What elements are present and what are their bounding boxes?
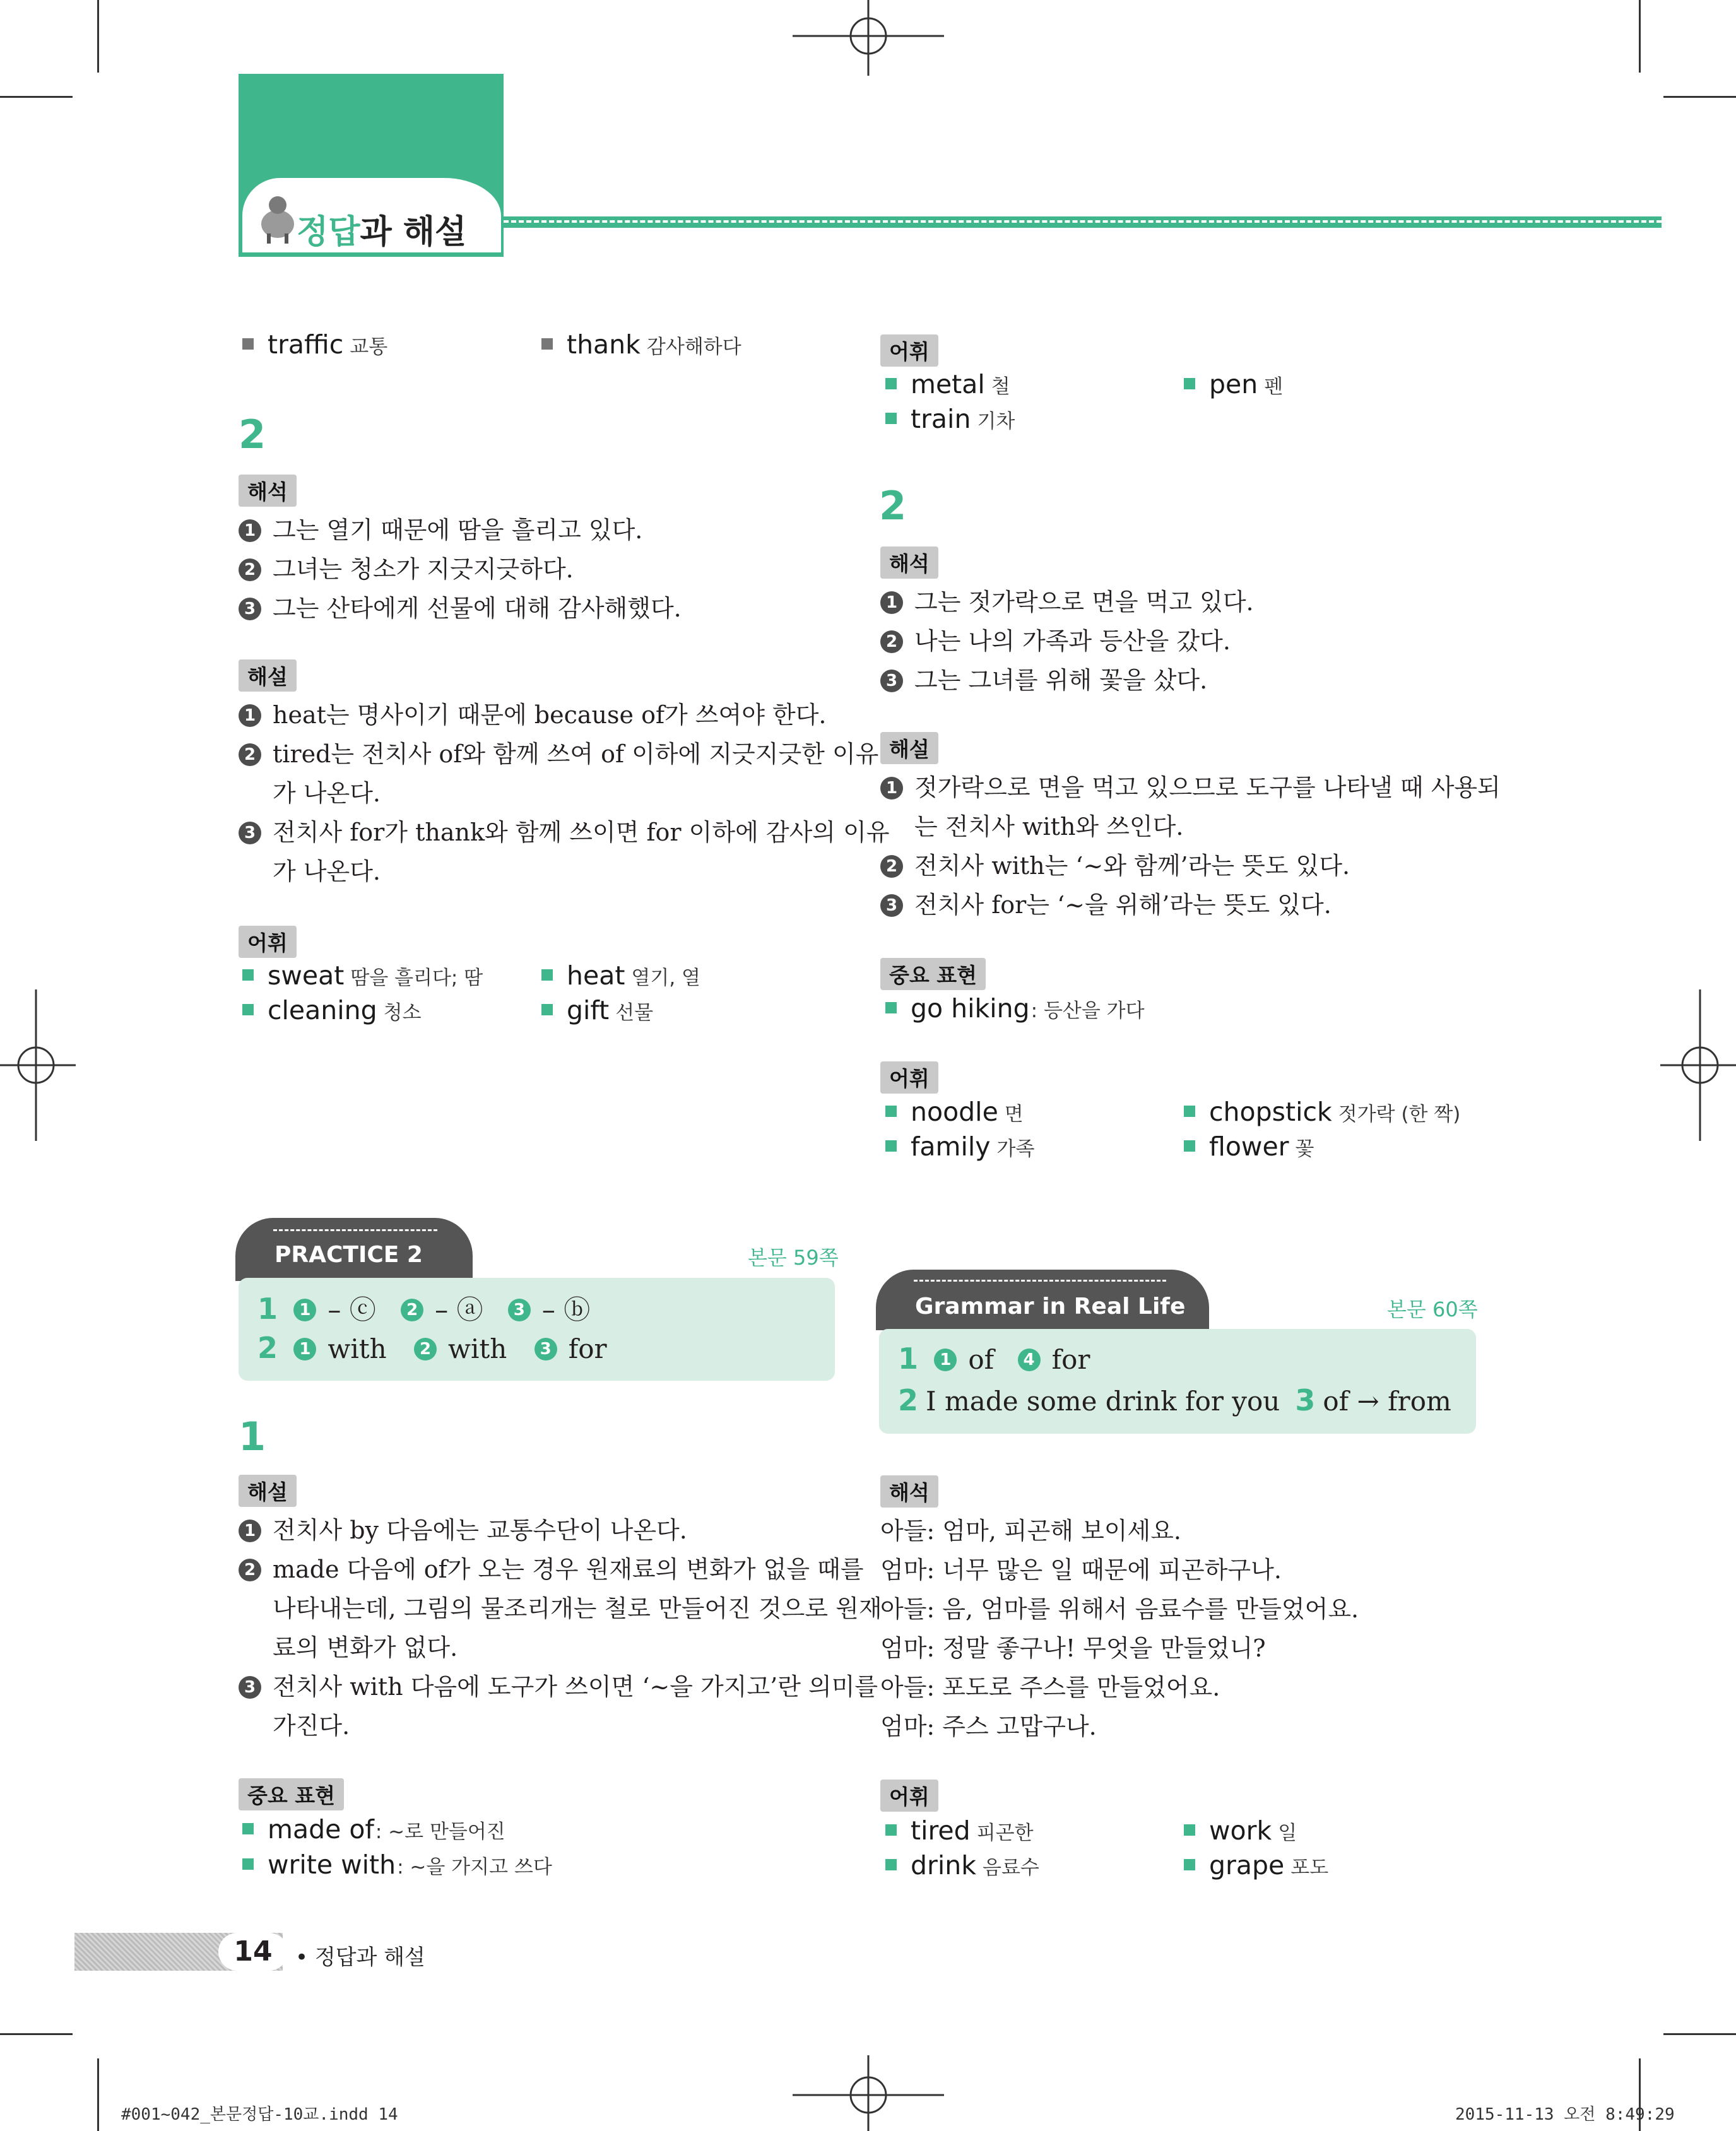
- translation-label: 해석: [880, 546, 938, 579]
- line-text: 전치사 with는 ‘~와 함께’라는 뜻도 있다.: [914, 852, 1350, 880]
- answer-value: ⓑ: [564, 1294, 591, 1325]
- number-badge: 2: [239, 743, 261, 766]
- vocab-item: [885, 1815, 1034, 1846]
- vocab-block: [880, 1061, 938, 1094]
- vocab-label: 어휘: [880, 1780, 938, 1812]
- explanation-label: 해설: [239, 1475, 297, 1507]
- header-dash: [504, 220, 1662, 223]
- expression-block: [880, 958, 986, 990]
- vocab-kr: 피곤한: [976, 1822, 1034, 1845]
- practice-tab-label: PRACTICE 2: [275, 1242, 423, 1268]
- explanation-line: [880, 885, 1501, 924]
- vocab-en: family: [911, 1131, 991, 1162]
- explanation-line: [239, 1511, 882, 1550]
- vocab-item: [1184, 1097, 1460, 1127]
- explanation-line: [880, 846, 1501, 885]
- page-reference: 본문 60쪽: [1387, 1297, 1478, 1321]
- number-badge: 3: [239, 822, 261, 844]
- bullet-icon: [885, 378, 897, 389]
- bullet-icon: [885, 1824, 897, 1836]
- crop-mark: [1663, 2033, 1736, 2035]
- section-number: 1: [239, 1414, 266, 1460]
- dash: –: [435, 1294, 449, 1325]
- practice-tab: [235, 1218, 473, 1281]
- explanation-block: [239, 659, 890, 891]
- translation-block: [239, 475, 682, 628]
- vocab-kr: 기차: [977, 410, 1015, 433]
- vocab-item: [541, 960, 700, 991]
- dialogue-line: 엄마: 너무 많은 일 때문에 피곤하구나.: [880, 1556, 1282, 1584]
- explanation-line: 는 전치사 with와 쓰인다.: [914, 813, 1184, 841]
- bullet-icon: [242, 338, 254, 350]
- translation-line: [880, 622, 1254, 661]
- explanation-line: [239, 735, 890, 774]
- explanation-line: [239, 1667, 882, 1706]
- number-badge: 2: [414, 1338, 437, 1361]
- expression-item: [242, 1814, 505, 1845]
- number-badge: 3: [880, 894, 903, 917]
- line-text: 전치사 by 다음에는 교통수단이 나온다.: [273, 1516, 687, 1544]
- explanation-label: 해설: [880, 732, 938, 764]
- crop-mark: [97, 2058, 99, 2131]
- expression-kr: : ~을 가지고 쓰다: [397, 1856, 552, 1879]
- mascot-icon: [256, 189, 300, 246]
- page-title: [297, 205, 466, 252]
- line-text: 전치사 for는 ‘~을 위해’라는 뜻도 있다.: [914, 891, 1332, 919]
- vocab-en: cleaning: [268, 995, 377, 1025]
- line-text: 그는 열기 때문에 땀을 흘리고 있다.: [273, 516, 643, 544]
- vocab-en: pen: [1209, 369, 1258, 399]
- vocab-item: [885, 369, 1010, 399]
- line-text: heat는 명사이기 때문에 because of가 쓰여야 한다.: [273, 701, 827, 729]
- answer-row: [898, 1342, 1090, 1376]
- expression-label: 중요 표현: [239, 1778, 344, 1810]
- line-text: 전치사 for가 thank와 함께 쓰이면 for 이하에 감사의 이유: [273, 818, 890, 846]
- registration-mark: [1660, 989, 1736, 1141]
- answer-value: I made some drink for you: [926, 1386, 1280, 1417]
- bullet-icon: [885, 1859, 897, 1870]
- expression-en: go hiking: [911, 993, 1030, 1024]
- slug-file: #001~042_본문정답-10교.indd 14: [121, 2105, 398, 2124]
- dialogue-line: 엄마: 정말 좋구나! 무엇을 만들었니?: [880, 1634, 1266, 1662]
- answer-value: with: [448, 1333, 507, 1364]
- vocab-block: [239, 926, 297, 958]
- number-badge: 1: [293, 1299, 316, 1321]
- vocab-kr: 젓가락 (한 짝): [1338, 1103, 1461, 1126]
- answer-box: [879, 1329, 1476, 1434]
- answer-number: 1: [898, 1342, 919, 1376]
- registration-mark: [793, 2055, 944, 2131]
- expression-kr: : 등산을 가다: [1030, 1000, 1145, 1022]
- vocab-item: [1184, 1815, 1297, 1846]
- number-badge: 1: [293, 1338, 316, 1361]
- slug-timestamp: 2015-11-13 오전 8:49:29: [1455, 2105, 1675, 2124]
- number-badge: 1: [880, 777, 903, 800]
- vocab-kr: 청소: [383, 1001, 422, 1024]
- vocab-kr: 열기, 열: [631, 967, 700, 989]
- dialogue-line: 아들: 포도로 주스를 만들었어요.: [880, 1674, 1220, 1701]
- crop-mark: [0, 96, 73, 98]
- vocab-item: [541, 995, 653, 1025]
- answer-box: [239, 1278, 835, 1381]
- translation-line: [880, 661, 1254, 700]
- line-text: 그는 젓가락으로 면을 먹고 있다.: [914, 588, 1254, 616]
- crop-mark: [1663, 96, 1736, 98]
- vocab-en: work: [1209, 1815, 1272, 1846]
- bullet-icon: [885, 1002, 897, 1013]
- vocab-item: [541, 329, 741, 360]
- footer-section: • 정답과 해설: [295, 1945, 425, 1970]
- answer-number: 2: [257, 1331, 278, 1365]
- vocab-item: [1184, 1850, 1328, 1880]
- vocab-en: sweat: [268, 960, 345, 991]
- line-text: 그는 산타에게 선물에 대해 감사해했다.: [273, 594, 682, 622]
- section-number: 2: [879, 483, 907, 529]
- bullet-icon: [242, 1004, 254, 1015]
- vocab-kr: 꽃: [1295, 1138, 1314, 1160]
- translation-label: 해석: [239, 475, 297, 507]
- number-badge: 3: [534, 1338, 557, 1361]
- title-suffix: 과 해설: [360, 213, 467, 251]
- number-badge: 1: [880, 591, 903, 614]
- explanation-line: 료의 변화가 없다.: [273, 1634, 458, 1662]
- vocab-item: [242, 329, 387, 360]
- answer-value: of: [968, 1344, 995, 1375]
- vocab-en: grape: [1209, 1850, 1285, 1880]
- explanation-line: 가 나온다.: [273, 858, 381, 885]
- dialogue-line: 엄마: 주스 고맙구나.: [880, 1713, 1097, 1740]
- line-text: made 다음에 of가 오는 경우 원재료의 변화가 없을 때를: [273, 1555, 864, 1583]
- bullet-icon: [242, 1858, 254, 1870]
- vocab-block: [880, 334, 938, 367]
- answer-value: for: [1051, 1344, 1090, 1375]
- number-badge: 4: [1018, 1349, 1041, 1371]
- vocab-kr: 철: [991, 375, 1010, 398]
- vocab-item: [885, 1131, 1034, 1162]
- answer-value: for: [568, 1333, 607, 1364]
- vocab-label: 어휘: [880, 1061, 938, 1094]
- number-badge: 3: [880, 670, 903, 692]
- vocab-en: gift: [567, 995, 610, 1025]
- bullet-icon: [885, 413, 897, 424]
- expression-item: [885, 993, 1145, 1024]
- section-number: 2: [239, 411, 266, 457]
- explanation-block: [239, 1475, 882, 1745]
- vocab-kr: 포도: [1290, 1857, 1329, 1879]
- vocab-kr: 일: [1278, 1822, 1297, 1845]
- vocab-item: [885, 404, 1015, 434]
- number-badge: 3: [239, 598, 261, 620]
- vocab-block: [880, 1780, 938, 1812]
- explanation-line: [239, 695, 890, 735]
- translation-line: [239, 589, 682, 628]
- answer-value: with: [328, 1333, 387, 1364]
- number-badge: 1: [239, 1520, 261, 1542]
- vocab-kr: 가족: [996, 1138, 1035, 1160]
- answer-row: [257, 1331, 607, 1365]
- vocab-kr: 땀을 흘리다; 땀: [350, 967, 483, 989]
- vocab-item: [885, 1097, 1024, 1127]
- translation-label: 해석: [880, 1475, 938, 1508]
- vocab-en: noodle: [911, 1097, 998, 1127]
- explanation-label: 해설: [239, 659, 297, 692]
- vocab-en: metal: [911, 369, 985, 399]
- vocab-item: [1184, 369, 1283, 399]
- page-number: 14: [218, 1933, 288, 1971]
- vocab-item: [885, 1850, 1039, 1880]
- answer-value: of → from: [1323, 1386, 1451, 1417]
- number-badge: 3: [239, 1676, 261, 1699]
- answer-number: 2: [898, 1383, 919, 1417]
- bullet-icon: [885, 1106, 897, 1117]
- page-reference: 본문 59쪽: [748, 1246, 839, 1270]
- vocab-label: 어휘: [880, 334, 938, 367]
- bullet-icon: [1184, 1106, 1195, 1117]
- vocab-kr: 음료수: [983, 1857, 1039, 1879]
- answer-row: [898, 1383, 1451, 1417]
- number-badge: 1: [934, 1349, 957, 1371]
- vocab-item: [242, 960, 483, 991]
- bullet-icon: [1184, 1824, 1195, 1836]
- vocab-item: [242, 995, 422, 1025]
- number-badge: 1: [239, 704, 261, 727]
- vocab-en: traffic: [268, 329, 344, 360]
- line-text: 전치사 with 다음에 도구가 쓰이면 ‘~을 가지고’란 의미를: [273, 1673, 878, 1701]
- bullet-icon: [1184, 1859, 1195, 1870]
- answer-number: 3: [1295, 1383, 1316, 1417]
- number-badge: 3: [508, 1299, 531, 1321]
- dialogue-line: 아들: 엄마, 피곤해 보이세요.: [880, 1517, 1181, 1545]
- registration-mark: [793, 0, 944, 76]
- vocab-kr: 교통: [350, 336, 388, 358]
- bullet-icon: [242, 1823, 254, 1834]
- explanation-line: 나타내는데, 그림의 물조리개는 철로 만들어진 것으로 원재: [273, 1595, 882, 1622]
- vocab-kr: 면: [1004, 1103, 1024, 1126]
- registration-mark: [0, 989, 76, 1141]
- vocab-kr: 선물: [615, 1001, 654, 1024]
- dialogue-line: 아들: 음, 엄마를 위해서 음료수를 만들었어요.: [880, 1595, 1359, 1623]
- dash: –: [328, 1294, 341, 1325]
- number-badge: 2: [401, 1299, 423, 1321]
- crop-mark: [0, 2033, 73, 2035]
- bullet-icon: [1184, 378, 1195, 389]
- line-text: 그녀는 청소가 지긋지긋하다.: [273, 555, 574, 583]
- vocab-kr: 감사해하다: [646, 336, 741, 358]
- number-badge: 2: [239, 558, 261, 581]
- explanation-line: 가 나온다.: [273, 779, 381, 807]
- expression-block: [239, 1778, 344, 1810]
- crop-mark: [1639, 0, 1641, 73]
- vocab-en: chopstick: [1209, 1097, 1332, 1127]
- translation-block: [880, 1475, 1359, 1746]
- grammar-tab: [876, 1270, 1209, 1330]
- line-text: 젓가락으로 면을 먹고 있으므로 도구를 나타낼 때 사용되: [914, 774, 1501, 801]
- vocab-kr: 펜: [1264, 375, 1284, 398]
- vocab-label: 어휘: [239, 926, 297, 958]
- answer-row: [257, 1289, 590, 1327]
- answer-number: 1: [257, 1292, 278, 1326]
- line-text: 그는 그녀를 위해 꽃을 샀다.: [914, 666, 1208, 694]
- bullet-icon: [885, 1140, 897, 1152]
- expression-en: write with: [268, 1850, 396, 1880]
- translation-block: [880, 546, 1254, 700]
- explanation-line: [880, 768, 1501, 807]
- explanation-line: [239, 813, 890, 852]
- title-prefix: 정답: [297, 213, 360, 251]
- translation-line: [880, 582, 1254, 622]
- number-badge: 1: [239, 519, 261, 542]
- vocab-en: heat: [567, 960, 625, 991]
- vocab-en: drink: [911, 1850, 977, 1880]
- line-text: 나는 나의 가족과 등산을 갔다.: [914, 627, 1231, 655]
- expression-en: made of: [268, 1814, 374, 1845]
- bullet-icon: [541, 969, 553, 981]
- translation-line: [239, 550, 682, 589]
- number-badge: 2: [239, 1559, 261, 1581]
- vocab-en: thank: [567, 329, 641, 360]
- line-text: tired는 전치사 of와 함께 쓰여 of 이하에 지긋지긋한 이유: [273, 740, 879, 768]
- number-badge: 2: [880, 630, 903, 653]
- answer-value: ⓐ: [456, 1294, 483, 1325]
- answer-value: ⓒ: [349, 1294, 376, 1325]
- bullet-icon: [1184, 1140, 1195, 1152]
- vocab-en: train: [911, 404, 971, 434]
- crop-mark: [97, 0, 99, 73]
- bullet-icon: [541, 338, 553, 350]
- vocab-en: tired: [911, 1815, 971, 1846]
- expression-item: [242, 1850, 552, 1880]
- explanation-line: 가진다.: [273, 1712, 350, 1740]
- vocab-item: [1184, 1131, 1314, 1162]
- expression-label: 중요 표현: [880, 958, 986, 990]
- expression-kr: : ~로 만들어진: [375, 1821, 505, 1843]
- bullet-icon: [242, 969, 254, 981]
- grammar-tab-label: Grammar in Real Life: [915, 1294, 1186, 1319]
- dash: –: [541, 1294, 555, 1325]
- vocab-en: flower: [1209, 1131, 1289, 1162]
- translation-line: [239, 511, 682, 550]
- bullet-icon: [541, 1004, 553, 1015]
- number-badge: 2: [880, 855, 903, 878]
- explanation-line: [239, 1550, 882, 1589]
- explanation-block: [880, 732, 1501, 924]
